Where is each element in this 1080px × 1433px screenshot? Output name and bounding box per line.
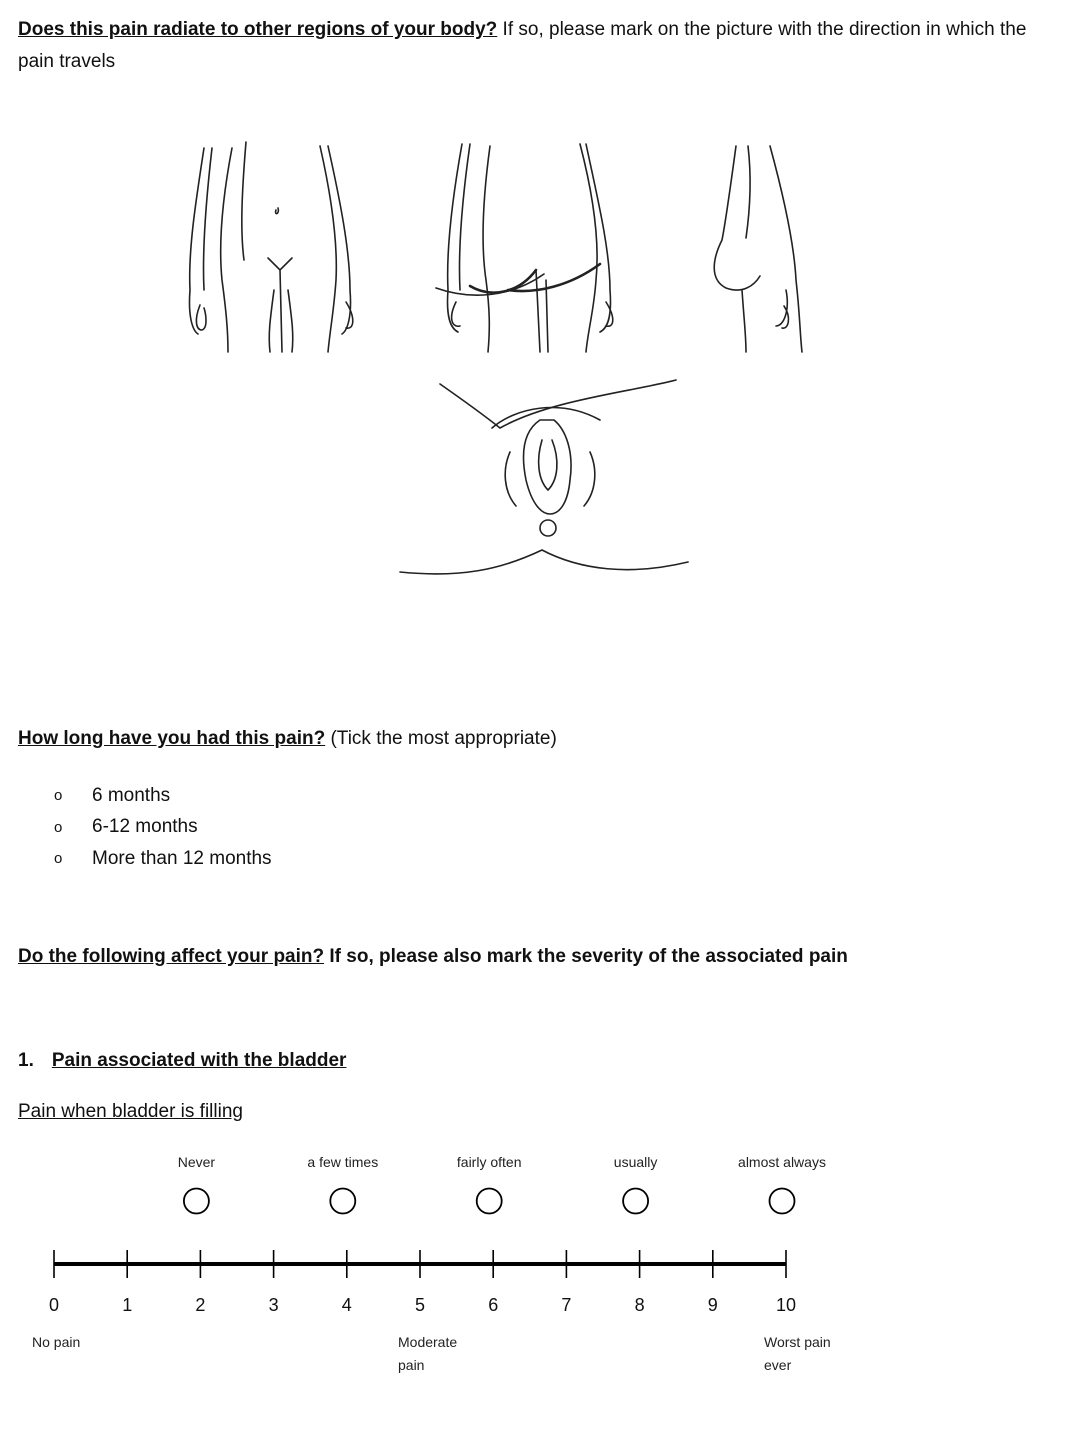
option-bullet[interactable]: o bbox=[54, 818, 63, 836]
scale-anchor-label: ever bbox=[764, 1357, 792, 1373]
section-bladder-heading bbox=[18, 1050, 346, 1072]
body-diagram[interactable] bbox=[170, 130, 850, 600]
side-view-figure bbox=[714, 146, 802, 352]
section-number: 1. bbox=[18, 1050, 34, 1071]
scale-anchor-label: Worst pain bbox=[764, 1334, 831, 1350]
scale-anchor-label: pain bbox=[398, 1357, 425, 1373]
question-duration-lead: How long have you had this pain? bbox=[18, 728, 326, 749]
scale-tick-label: 1 bbox=[122, 1295, 133, 1315]
pain-scale[interactable] bbox=[0, 1140, 1080, 1400]
frequency-label: a few times bbox=[307, 1154, 379, 1170]
duration-options bbox=[52, 780, 272, 875]
duration-option-12-plus-months[interactable] bbox=[52, 843, 272, 875]
duration-option-6-12-months[interactable] bbox=[52, 812, 272, 844]
question-affect bbox=[18, 946, 848, 968]
frequency-label: fairly often bbox=[456, 1154, 522, 1170]
frequency-radio[interactable] bbox=[330, 1189, 355, 1214]
option-label: 6-12 months bbox=[92, 816, 198, 838]
duration-option-6-months[interactable] bbox=[52, 780, 272, 812]
option-bullet[interactable]: o bbox=[54, 787, 63, 805]
scale-anchor-label: Moderate bbox=[398, 1334, 458, 1350]
frequency-radio[interactable] bbox=[477, 1189, 502, 1214]
question-radiate-lead: Does this pain radiate to other regions of your body? bbox=[18, 19, 498, 40]
back-view-figure bbox=[436, 144, 613, 352]
frequency-label: almost always bbox=[738, 1154, 826, 1170]
scale-tick-label: 5 bbox=[414, 1295, 426, 1315]
front-view-figure bbox=[189, 142, 352, 352]
option-bullet[interactable]: o bbox=[54, 850, 63, 868]
scale-tick-label: 4 bbox=[341, 1295, 352, 1315]
scale-tick-label: 6 bbox=[488, 1295, 499, 1315]
scale-anchor-label: No pain bbox=[32, 1334, 81, 1350]
scale-tick-label: 2 bbox=[195, 1295, 206, 1315]
question-duration-text: (Tick the most appropriate) bbox=[325, 728, 557, 749]
question-radiate-text: If so, please mark on the picture with the direction in which the pain travels bbox=[18, 19, 1027, 72]
frequency-radio[interactable] bbox=[623, 1189, 648, 1214]
question-duration bbox=[18, 728, 557, 750]
question-radiate bbox=[18, 14, 1063, 78]
frequency-radio[interactable] bbox=[184, 1189, 209, 1214]
option-label: 6 months bbox=[92, 784, 171, 806]
perineal-view-figure bbox=[400, 380, 688, 574]
frequency-radio[interactable] bbox=[770, 1189, 795, 1214]
scale-tick-label: 10 bbox=[775, 1295, 797, 1315]
scale-tick-label: 3 bbox=[268, 1295, 279, 1315]
section-title: Pain associated with the bladder bbox=[51, 1050, 347, 1071]
subquestion-bladder-filling: Pain when bladder is filling bbox=[18, 1101, 243, 1122]
scale-tick-label: 0 bbox=[48, 1295, 60, 1315]
scale-tick-label: 9 bbox=[707, 1295, 718, 1315]
question-affect-text: If so, please also mark the severity of the associated pain bbox=[324, 946, 848, 967]
scale-tick-label: 7 bbox=[561, 1295, 572, 1315]
question-affect-lead: Do the following affect your pain? bbox=[18, 946, 325, 967]
scale-tick-label: 8 bbox=[634, 1295, 645, 1315]
frequency-label: usually bbox=[613, 1154, 658, 1170]
option-label: More than 12 months bbox=[92, 847, 272, 869]
frequency-label: Never bbox=[177, 1154, 216, 1170]
